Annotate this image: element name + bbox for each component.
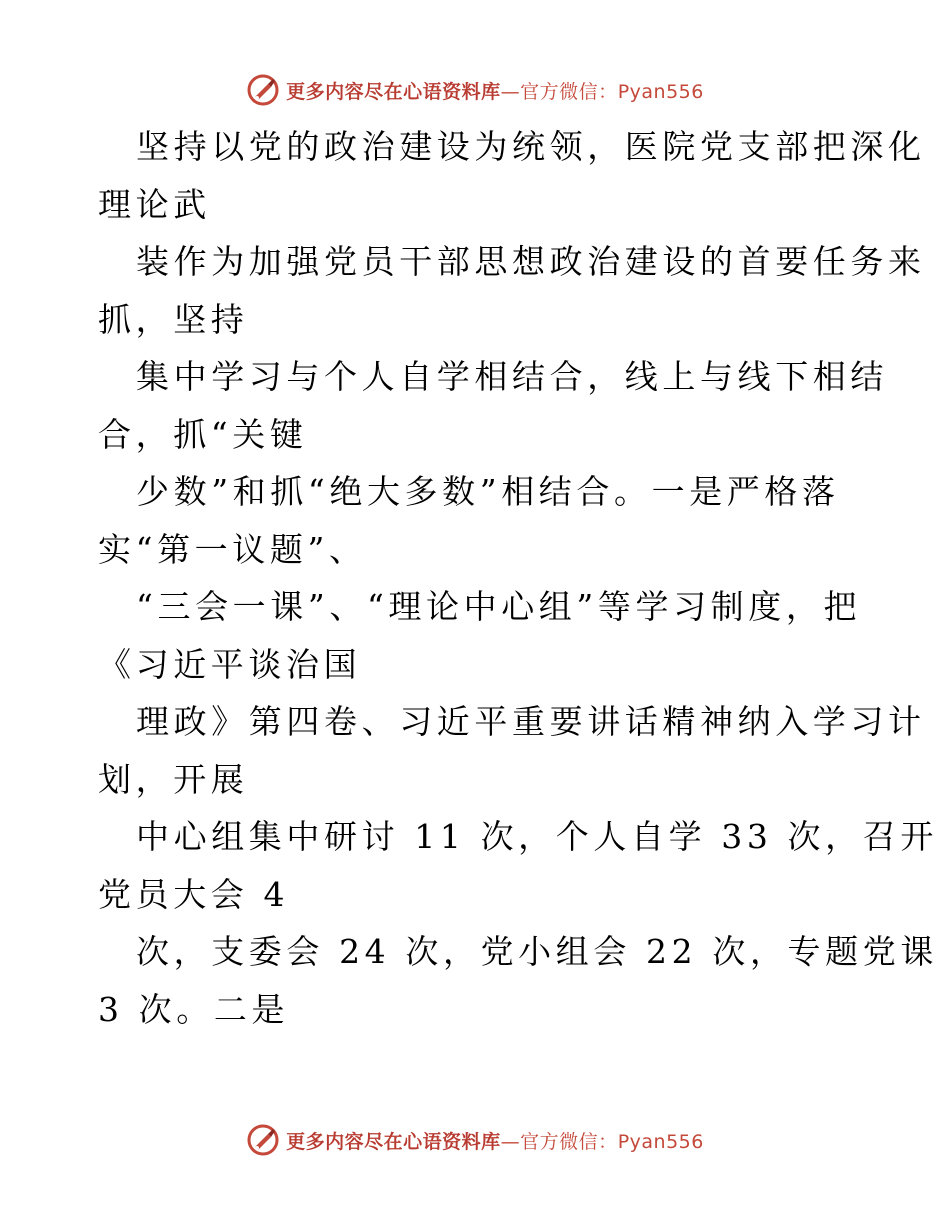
document-body [98, 118, 938, 1038]
text-line: 理论武 [98, 184, 211, 224]
text-line: “三会一课”、“理论中心组”等学习制度，把 [136, 587, 862, 626]
footer-banner-text [286, 1127, 704, 1154]
banner-wechat-id: Pyan556 [617, 80, 704, 103]
text-line: 少数”和抓“绝大多数”相结合。一是严格落 [136, 472, 840, 511]
banner-main-text: 更多内容尽在心语资料库 [286, 1130, 501, 1153]
text-line: 抓，坚持 [98, 299, 249, 339]
banner-separator: — [500, 1130, 521, 1153]
banner-official-label: 官方微信： [520, 1130, 618, 1153]
text-line: 实“第一议题”、 [98, 529, 367, 569]
text-line: 《习近平谈治国 [98, 644, 362, 684]
header-banner [0, 70, 950, 110]
text-line: 合，抓“关键 [98, 414, 308, 454]
banner-main-text: 更多内容尽在心语资料库 [286, 80, 501, 103]
text-line: 次，支委会 24 次，党小组会 22 次，专题党课 [136, 932, 938, 971]
text-line: 理政》第四卷、习近平重要讲话精神纳入学习计 [136, 702, 926, 741]
text-line: 党员大会 4 [98, 874, 290, 914]
banner-official-label: 官方微信： [520, 80, 618, 103]
text-line: 装作为加强党员干部思想政治建设的首要任务来 [136, 242, 926, 281]
header-banner-inner [246, 73, 704, 107]
text-line: 划，开展 [98, 759, 249, 799]
text-line: 坚持以党的政治建设为统领，医院党支部把深化 [136, 127, 926, 166]
banner-separator: — [500, 80, 521, 103]
text-line: 集中学习与个人自学相结合，线上与线下相结 [136, 357, 888, 396]
text-line: 3 次。二是 [98, 989, 290, 1029]
banner-wechat-id: Pyan556 [617, 1130, 704, 1153]
pen-logo-icon [246, 73, 280, 107]
text-line: 中心组集中研讨 11 次，个人自学 33 次，召开 [136, 817, 938, 856]
footer-banner-inner [246, 1123, 704, 1157]
footer-banner [0, 1120, 950, 1160]
pen-logo-icon [246, 1123, 280, 1157]
header-banner-text [286, 77, 704, 104]
